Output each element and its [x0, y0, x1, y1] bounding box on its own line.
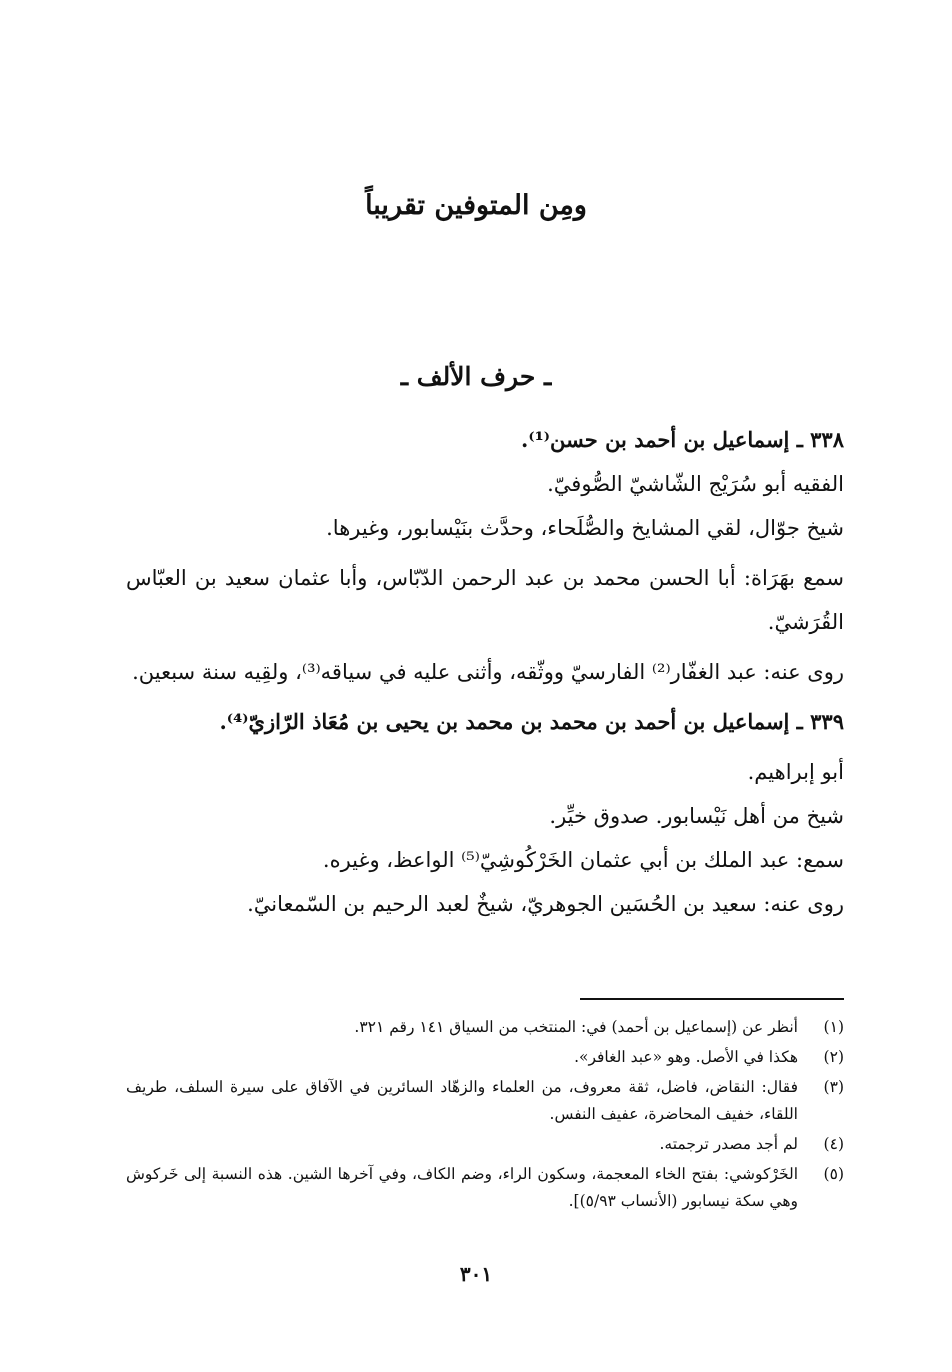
- entry-338-line: الفقيه أبو سُرَيْج الشّاشيّ الصُّوفيّ.: [547, 472, 844, 496]
- footnote-text: هكذا في الأصل. وهو «عبد الغافر».: [574, 1048, 798, 1066]
- entry-338-paragraph: سمع بهَرَاة: أبا الحسن محمد بن عبد الرحمن الدّبّاس، وأبا عثمان سعيد بن العبّاس القُرَشيّ.: [126, 566, 844, 634]
- entry-339-line: شيخ من أهل نَيْسابور. صدوق خيِّر.: [549, 804, 844, 828]
- footnote-text: أنظر عن (إسماعيل بن أحمد) في: المنتخب من السياق ١٤١ رقم ٣٢١.: [354, 1018, 798, 1036]
- entry-339-line: روى عنه: سعيد بن الحُسَين الجوهريّ، شيخٌ لعبد الرحيم بن السّمعانيّ.: [247, 892, 844, 916]
- footnote-number: (١): [823, 1018, 844, 1036]
- footnote-number: (٣): [823, 1078, 844, 1096]
- footnote: [126, 1014, 844, 1041]
- footnote: [126, 1074, 844, 1128]
- footnote: [126, 1044, 844, 1071]
- section-title: ومِن المتوفين تقريباً: [365, 190, 587, 221]
- footnote-number: (٢): [823, 1048, 844, 1066]
- footnote-text: الخَرْكوشي: بفتح الخاء المعجمة، وسكون الراء، وضم الكاف، وفي آخرها الشين. هذه النسبة إلى خَركوش وهي سكة نيسابور (الأنساب ٥/٩٣)].: [126, 1165, 798, 1210]
- entry-339-heading: ٣٣٩ ـ إسماعيل بن أحمد بن محمد بن محمد بن يحيى بن مُعَاذ الرّازيّ⁽⁴⁾.: [219, 709, 844, 734]
- footnote-number: (٤): [823, 1135, 844, 1153]
- entries-body: [126, 418, 844, 926]
- footnotes: [126, 1014, 844, 1218]
- entry-339-line: أبو إبراهيم.: [747, 760, 844, 784]
- footnote: [126, 1161, 844, 1215]
- entry-338-heading: ٣٣٨ ـ إسماعيل بن أحمد بن حسن⁽¹⁾.: [521, 427, 844, 452]
- footnote-number: (٥): [823, 1165, 844, 1183]
- entry-338-line: شيخ جوّال، لقي المشايخ والصُّلَحاء، وحدَّث بنَيْسابور، وغيرها.: [326, 516, 844, 540]
- page-number: ٣٠١: [459, 1262, 493, 1286]
- entry-338-paragraph: روى عنه: عبد الغفّار⁽²⁾ الفارسيّ ووثّقه، وأثنى عليه في سياقه⁽³⁾، ولقِيه سنة سبعين.: [132, 660, 844, 684]
- letter-heading: ـ حرف الألف ـ: [400, 362, 552, 391]
- footnote-text: فقال: النقاض، فاضل، ثقة معروف، من العلماء والزهّاد السائرين في الآفاق على سيرة السلف، طريف اللقاء، خفيف المحاضرة، عفيف النفس.: [126, 1078, 798, 1123]
- footnote: [126, 1131, 844, 1158]
- footnote-text: لم أجد مصدر ترجمته.: [659, 1135, 798, 1153]
- entry-339-line: سمع: عبد الملك بن أبي عثمان الخَرْكُوشِيّ⁽⁵⁾ الواعظ، وغيره.: [322, 848, 844, 872]
- footnote-divider: [580, 998, 844, 1000]
